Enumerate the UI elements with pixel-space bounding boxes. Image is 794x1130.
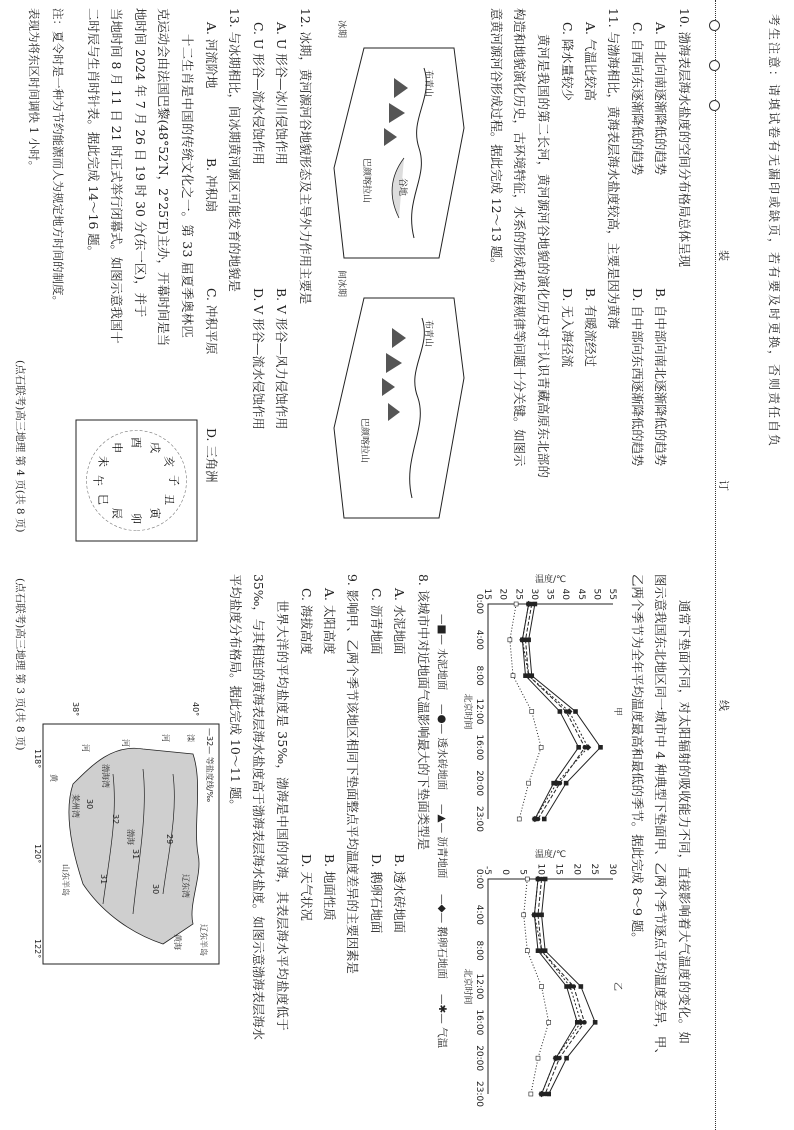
y-tick-label: 25 [513,588,524,600]
map-legend: —32— 等盐度线/‰ [205,728,215,803]
zodiac-char: 申 [110,442,124,454]
y-axis-label: 温度/℃ [535,850,567,860]
zodiac-line-3: 地时间 2024 年 7 月 26 日 19 时 30 分(东一区)，并于 [133,8,148,318]
binding-hole [709,60,720,71]
data-point [540,985,544,989]
zodiac-char: 酉 [129,437,143,448]
q9-option-d[interactable]: D. 天气状况 [299,854,314,921]
sketch-mtn-bayan-2: 巴颜喀拉山 [359,418,370,464]
data-point [547,1020,551,1024]
data-point [527,638,531,642]
huanghe-intro-line-1: 黄河是我国的第二长河，黄河源河谷地貌的演化历史对于认识青藏高原东北部的 [536,34,551,479]
binding-label-xian: 线 [717,700,730,711]
x-tick-label: 0:00 [474,868,485,890]
data-point [565,781,569,785]
data-point [526,949,530,953]
binding-notice: 考生注意：请填试卷有无漏印或缺页，若有要及时更换，否则责任自负 [767,14,781,449]
zodiac-char: 丑 [162,494,176,505]
y-axis-label: 温度/℃ [535,575,567,585]
q12-options [247,8,294,558]
series-line-透水砖地面 [539,879,585,1094]
intro-line-3: 乙两个季节为全年平均温度最高和最低的季节。据此完成 8～9 题。 [630,574,645,945]
huanghe-intro-line-3: 意黄河源河谷形成过程。据此完成 12～13 题。 [489,8,504,271]
q8-option-c[interactable]: C. 沥青地面 [369,588,385,655]
x-tick-label: 0:00 [474,593,485,615]
zodiac-note-line-1: 注：夏令时是一种为节约能源而人为规定地方时间的制度。 [51,8,65,307]
data-point [540,745,544,749]
q8-option-a[interactable]: A. 水泥地面 [392,588,408,655]
data-point [579,985,583,989]
zodiac-char: 午 [91,475,105,486]
interglacial-period-sketch [335,270,465,518]
y-tick-label: 0 [500,869,511,875]
chart-axes [489,604,614,819]
legend-pebble: —◆— 鹅卵石地面 [436,894,448,979]
q13-option-a[interactable]: A. 河流阶地 [204,22,219,89]
binding-label-zhuang: 装 [717,250,730,261]
x-tick-label: 16:00 [474,1009,485,1036]
isoline-label: 30 [85,799,95,810]
glacial-period-sketch [335,20,465,258]
intro-line-2: 图示意我国东北地区同一城市中 4 种典型下垫面甲、乙两个季节逐点平均温度差异，甲、 [653,574,669,1061]
q10-option-d[interactable]: D. 自中部向东西逐渐降低的趋势 [630,288,646,467]
q11-option-a[interactable]: A. 气温比较高 [583,22,598,101]
zodiac-text [82,8,200,408]
zodiac-line-5: 二时辰与生肖时针表。据此完成 14～16 题。 [86,8,101,259]
y-tick-label: 15 [482,588,493,600]
map-label-laizhou-bay: 莱州湾 [71,794,81,818]
map-lon-118: 118° [33,749,43,769]
q10-option-a[interactable]: A. 自北向南逐渐降低的趋势 [653,22,669,176]
q12-option-c[interactable]: C. U 形谷—流水侵蚀作用 [251,22,267,165]
x-tick-label: 23:00 [474,1081,485,1107]
map-label-huang: 黄 [49,774,59,782]
q12-stem: 12. 冰期，黄河源河谷地貌形态及主导外力作用主要是 [298,8,313,305]
sketch-valley-label: 谷地 [397,178,408,197]
q11-option-c[interactable]: C. 降水量较少 [560,22,575,101]
temperature-chart-jia [463,574,624,832]
bohai-sea-shape [69,748,199,944]
x-tick-label: 12:00 [474,973,485,1000]
map-label-bohai: 渤海 [126,829,136,845]
q11-option-d[interactable]: D. 无入海径流 [560,288,575,368]
legend-permeable-brick: —●— 透水砖地面 [436,704,448,790]
map-lon-120: 120° [33,844,43,864]
page3-column [26,574,696,1124]
isoline-label: 32 [111,814,121,825]
map-label-shandong-peninsula: 山东半岛 [61,864,71,896]
sketch-glacial-label: 冰期 [336,20,347,39]
q9-option-c[interactable]: C. 海拔高度 [299,588,314,655]
isoline-label: 31 [99,874,109,885]
data-point [533,602,537,606]
data-point [522,913,526,917]
isoline-label: 31 [131,849,141,860]
zodiac-char: 戌 [148,442,162,454]
bohai-salinity-map [34,574,224,1114]
map-lat-40: 40° [191,702,201,717]
y-tick-label: 25 [589,863,600,875]
chart-title: 甲 [612,706,623,717]
zodiac-char: 巳 [96,494,110,505]
zodiac-note-line-2: 表现为将东区时间调快 1 小时。 [27,8,42,173]
data-point [558,710,562,714]
page4-footer: (点石联考)高三地理 第 4 页(共 8 页) [14,360,26,533]
map-label-yellow-sea: 黄海 [173,934,183,950]
zodiac-char: 子 [167,475,181,486]
q12-option-d[interactable]: D. V 形谷—流水侵蚀作用 [251,288,267,430]
sketch-interglacial-label: 间冰期 [336,270,347,298]
legend-air-temp: —✱— 气温 [436,994,448,1049]
data-point [577,745,581,749]
legend-asphalt: —▲— 沥青地面 [436,804,448,879]
q13-stem: 13. 与冰期相比，间冰期黄河源区可能发育的地貌是 [227,8,243,292]
data-point [537,1056,541,1060]
zodiac-char: 辰 [110,507,124,519]
zodiac-clock-figure [74,418,199,543]
zodiac-char: 未 [96,456,110,467]
q10-options [626,8,673,558]
map-lat-38: 38° [71,702,81,717]
q13-options [199,8,223,558]
zodiac-section [69,8,199,548]
zodiac-char: 卯 [129,513,143,524]
chart-axes [489,879,614,1094]
bohai-line-1: 世界大洋的平均盐度是 35‰，渤海是中国的内海，其表层海水平均盐度低于 [275,600,290,1031]
zodiac-char: 亥 [162,456,176,467]
q13-option-d[interactable]: D. 三角洲 [204,428,219,483]
x-tick-label: 16:00 [474,734,485,761]
chart-title: 乙 [612,981,623,992]
q10-option-b[interactable]: B. 自中部向南北逐渐降低的趋势 [653,288,669,467]
map-label-river-2: 河 [121,739,131,747]
y-tick-label: 45 [576,588,587,600]
data-point [512,674,516,678]
q9-stem: 9. 影响甲、乙两个季节该地区相同下垫面整点平均温度差异的主要因素是 [345,574,361,974]
data-point [515,602,519,606]
map-label-liaodong-peninsula: 辽东半岛 [199,924,209,956]
temperature-charts [461,574,626,1124]
data-point [540,913,544,917]
isoline-label: 30 [151,884,161,895]
map-label-luan: 滦 [186,734,196,742]
x-axis-label: 北京时间 [462,968,473,1005]
page3-footer: (点石联考)高三地理 第 3 页(共 8 页) [14,578,26,751]
data-point [508,638,512,642]
q8-options [365,574,412,1124]
x-tick-label: 20:00 [474,770,485,797]
sketch-mtn-bayan-1: 巴颜喀拉山 [361,158,372,204]
data-point [526,877,530,881]
data-point [594,1020,598,1024]
q12-option-a[interactable]: A. U 形谷—冰川侵蚀作用 [274,22,290,165]
map-lon-122: 122° [33,939,43,959]
data-point [530,710,534,714]
data-point [574,710,578,714]
y-tick-label: 35 [545,588,555,600]
data-point [527,781,531,785]
y-tick-label: 50 [591,588,602,600]
intro-line-1: 通常下垫面不同，对太阳辐射的吸收能力不同，直接影响着大气温度的变化。如 [677,600,692,1045]
y-tick-label: 30 [529,588,540,600]
map-label-bohai-bay: 渤海湾 [101,764,111,788]
page-3 [6,570,696,1130]
data-point [547,1092,551,1096]
data-point [529,1092,533,1096]
page-4 [6,0,696,565]
binding-hole [709,20,720,31]
y-tick-label: 40 [560,588,571,600]
y-tick-label: 5 [518,869,529,875]
temperature-chart-yi [463,848,624,1107]
chart-legend [435,574,453,1124]
q8-option-d[interactable]: D. 鹅卵石地面 [369,854,385,934]
map-label-river-3: 河 [81,744,91,752]
q12-option-b[interactable]: B. V 形谷—风力侵蚀作用 [274,288,290,430]
huanghe-valley-sketches [325,8,485,548]
q13-option-c[interactable]: C. 冲积平原 [204,288,219,355]
isoline-label: 29 [165,834,175,845]
y-tick-label: 10 [536,863,547,875]
y-tick-label: 30 [607,863,618,875]
x-tick-label: 4:00 [474,629,485,650]
binding-dotted-line [715,0,716,1130]
q10-option-c[interactable]: C. 自西向东逐渐降低的趋势 [630,22,646,176]
data-point [544,877,548,881]
y-tick-label: 20 [498,588,509,600]
q11-stem: 11. 与渤海相比，黄海表层海水盐度较高，主要是因为黄海 [606,8,622,330]
x-tick-label: 23:00 [474,806,485,832]
binding-hole [709,100,720,111]
x-axis-label: 北京时间 [462,693,473,730]
data-point [543,817,547,821]
zodiac-chars [92,437,181,524]
q8-option-b[interactable]: B. 透水砖地面 [392,854,408,933]
x-tick-label: 20:00 [474,1045,485,1072]
x-tick-label: 8:00 [474,665,485,686]
y-tick-label: 15 [553,863,564,875]
map-label-river-1: 河 [161,734,171,742]
y-tick-label: -5 [482,866,493,875]
page4-column [22,8,696,558]
zodiac-line-1: 十二生肖是中国的传统文化之一。第 33 届夏季奥林匹 [180,34,195,339]
x-tick-label: 12:00 [474,698,485,725]
huanghe-intro-line-2: 构造和地貌演化历史，古环境特征，水系的形成和发展规律等问题十分关键。如图示 [512,8,528,467]
legend-cement: —■— 水泥地面 [436,614,448,691]
q13-option-b[interactable]: B. 冲积扇 [204,158,219,213]
bohai-line-2: 35‰，与其相连的黄海表层海水盐度高于渤海表层海水盐度。如图示意渤海表层海水 [251,574,267,1041]
q10-stem: 10. 渤海表层海水盐度的空间分布格局总体呈现 [677,8,692,268]
y-tick-label: 20 [571,863,582,875]
series-line-气温 [524,879,549,1094]
q11-option-b[interactable]: B. 有暖流经过 [583,288,598,367]
x-tick-label: 8:00 [474,940,485,961]
bohai-line-3: 平均盐度分布格局。据此完成 10～11 题。 [228,574,243,812]
q9-option-a[interactable]: A. 太阳高度 [322,588,337,655]
x-tick-label: 4:00 [474,904,485,925]
data-point [565,1056,569,1060]
sketch-mtn-buqing-2: 布青山 [423,320,434,348]
q9-options [294,574,341,1124]
zodiac-line-4: 当地时间 8 月 11 日 21 时正式举行闭幕式。如图示意我国十 [109,8,125,344]
sketch-mtn-buqing-1: 布青山 [423,70,434,98]
binding-label-ding: 订 [717,480,730,491]
q9-option-b[interactable]: B. 地面性质 [322,854,337,921]
data-point [599,745,603,749]
zodiac-char: 寅 [148,507,162,519]
series-line-气温 [510,604,541,819]
data-point [518,817,522,821]
q8-stem: 8. 该城市中对近地面气温影响最大的下垫面类型是 [416,574,431,850]
binding-strip [699,0,794,1130]
q11-options [555,8,602,558]
zodiac-line-2: 克运动会由法国巴黎(48°52′N，2°25′E)主办，开幕时间是当 [156,8,172,347]
y-tick-label: 55 [607,588,618,600]
map-label-liaodong-bay: 辽东湾 [181,874,191,898]
